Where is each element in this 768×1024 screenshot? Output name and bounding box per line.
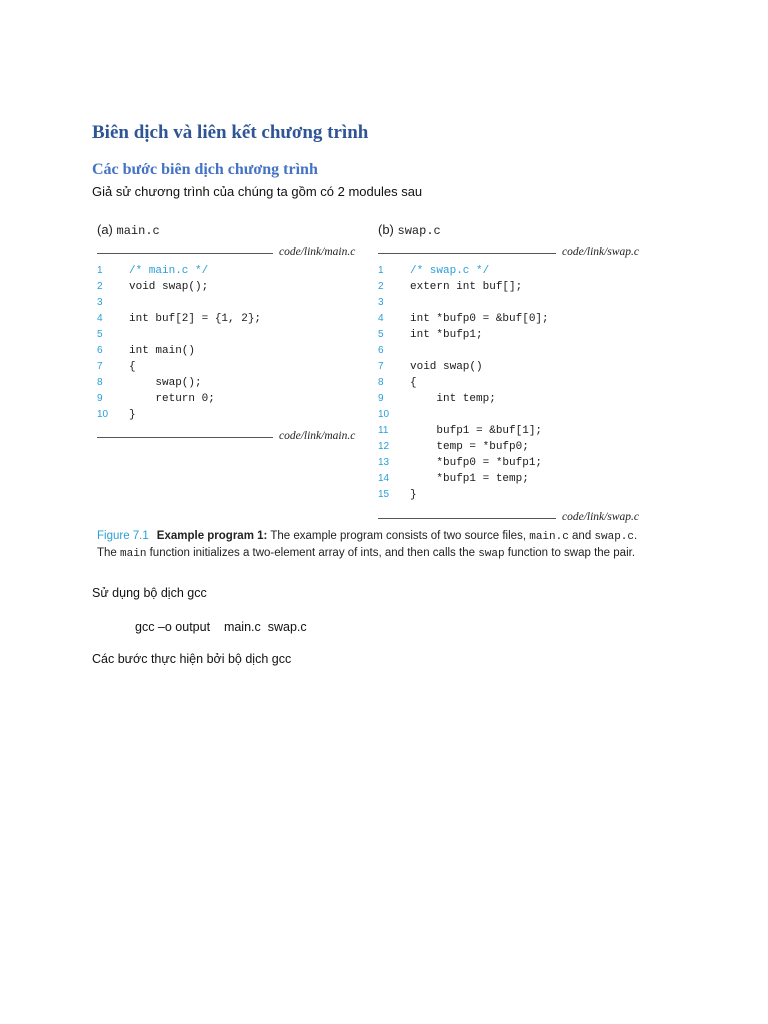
code-text: extern int buf[]; <box>410 281 523 293</box>
command-line: gcc –o output main.c swap.c <box>135 620 307 634</box>
section-heading: Các bước biên dịch chương trình <box>92 161 318 178</box>
line-number: 11 <box>378 425 389 436</box>
caption-code: main <box>120 548 147 560</box>
line-number: 4 <box>378 313 384 324</box>
paragraph-compiler: Sử dụng bộ dịch gcc <box>92 586 207 600</box>
panel-filename: main.c <box>116 224 160 238</box>
line-number: 10 <box>378 409 390 420</box>
line-number: 5 <box>378 329 384 340</box>
line-number: 14 <box>378 473 390 484</box>
line-number: 7 <box>378 361 384 372</box>
caption-code: swap <box>478 548 505 560</box>
panel-label: (a) <box>97 222 113 237</box>
code-text: void swap() <box>410 361 483 373</box>
line-number: 6 <box>97 345 103 356</box>
path-label-top: code/link/main.c <box>279 246 356 258</box>
path-label-top: code/link/swap.c <box>562 246 639 258</box>
code-text: { <box>410 377 417 389</box>
panel-title-swap <box>378 222 441 238</box>
code-text: return 0; <box>129 393 215 405</box>
panel-title-main <box>97 222 160 238</box>
intro-text: Giả sử chương trình của chúng ta gồm có 2 modules sau <box>92 184 423 199</box>
code-text: bufp1 = &buf[1]; <box>410 425 543 437</box>
caption-text: function to swap the pair. <box>504 547 636 559</box>
line-number: 9 <box>97 393 103 404</box>
bottom-rule <box>378 518 556 519</box>
code-text: int *bufp1; <box>410 329 483 341</box>
page-heading: Biên dịch và liên kết chương trình <box>92 122 369 143</box>
path-label-bottom: code/link/swap.c <box>562 511 639 523</box>
figure-number: Figure 7.1 <box>97 530 149 542</box>
path-label-bottom: code/link/main.c <box>279 430 356 442</box>
line-number: 2 <box>378 281 384 292</box>
code-text: *bufp0 = *bufp1; <box>410 457 543 469</box>
line-number: 10 <box>97 409 109 420</box>
top-rule <box>97 253 273 254</box>
code-text: } <box>129 409 136 421</box>
panel-label: (b) <box>378 222 394 237</box>
code-text: int buf[2] = {1, 2}; <box>129 313 262 325</box>
line-number: 15 <box>378 489 390 500</box>
panel-filename: swap.c <box>397 224 441 238</box>
line-number: 2 <box>97 281 103 292</box>
caption-code: swap.c <box>594 531 635 543</box>
code-text: *bufp1 = temp; <box>410 473 529 485</box>
caption-text: The example program consists of two source files, <box>267 530 530 542</box>
code-text: int main() <box>129 345 196 357</box>
code-text: temp = *bufp0; <box>410 441 529 453</box>
code-text: void swap(); <box>129 281 209 293</box>
paragraph-steps: Các bước thực hiện bởi bộ dịch gcc <box>92 652 292 666</box>
line-number: 13 <box>378 457 390 468</box>
line-number: 8 <box>97 377 103 388</box>
line-number: 1 <box>378 265 384 276</box>
line-number: 9 <box>378 393 384 404</box>
line-number: 1 <box>97 265 103 276</box>
code-text: } <box>410 489 417 501</box>
code-text: { <box>129 361 136 373</box>
caption-text: . <box>634 530 638 542</box>
code-text: int *bufp0 = &buf[0]; <box>410 313 549 325</box>
caption-text: and <box>568 530 595 542</box>
line-number: 7 <box>97 361 103 372</box>
code-text: swap(); <box>129 377 202 389</box>
line-number: 8 <box>378 377 384 388</box>
top-rule <box>378 253 556 254</box>
code-text: /* swap.c */ <box>410 265 490 277</box>
caption-title: Example program 1: <box>156 530 268 542</box>
code-text: /* main.c */ <box>129 265 209 277</box>
bottom-rule <box>97 437 273 438</box>
caption-code: main.c <box>529 531 569 543</box>
figure-caption <box>97 528 687 562</box>
figure-panel-swap <box>378 222 648 527</box>
figure-panel-main <box>97 222 365 444</box>
caption-text: function initializes a two-element array of ints, and then calls the <box>146 547 479 559</box>
line-number: 3 <box>97 297 103 308</box>
line-number: 6 <box>378 345 384 356</box>
line-number: 4 <box>97 313 103 324</box>
line-number: 5 <box>97 329 103 340</box>
line-number: 12 <box>378 441 390 452</box>
caption-text: The <box>97 547 121 559</box>
line-number: 3 <box>378 297 384 308</box>
code-text: int temp; <box>410 393 496 405</box>
